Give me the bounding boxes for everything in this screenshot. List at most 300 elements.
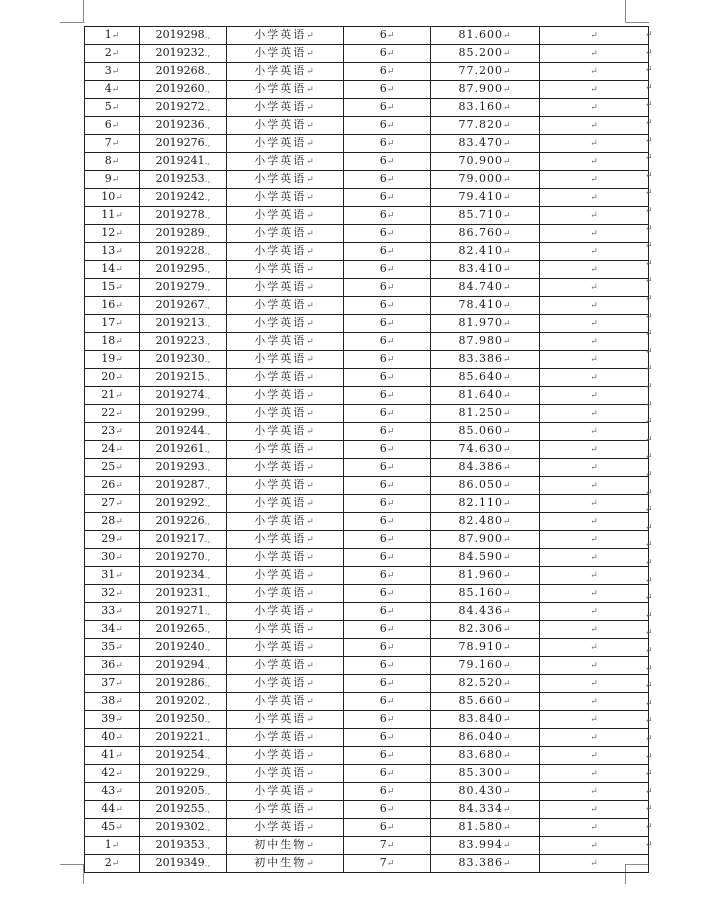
- score-cell: 83.160↵: [431, 99, 540, 117]
- score-cell: 83.994↵: [431, 837, 540, 855]
- table-row: [85, 45, 649, 63]
- code-cell: 6↵: [344, 819, 431, 837]
- code-cell: 6↵: [344, 351, 431, 369]
- seq-cell: 3↵: [85, 63, 140, 81]
- table-row: [85, 279, 649, 297]
- crop-mark-bottom-left-h: [60, 864, 84, 865]
- score-cell: 85.710↵: [431, 207, 540, 225]
- subject-cell: 小学英语↵: [227, 531, 344, 549]
- score-cell: 81.600↵: [431, 27, 540, 45]
- subject-cell: 小学英语↵: [227, 783, 344, 801]
- candidate-id-cell: 2019276.,: [140, 135, 227, 153]
- candidate-id-cell: 2019232.,: [140, 45, 227, 63]
- remark-cell: ↵: [540, 693, 649, 711]
- code-cell: 6↵: [344, 261, 431, 279]
- subject-cell: 小学英语↵: [227, 99, 344, 117]
- code-cell: 6↵: [344, 225, 431, 243]
- remark-cell: ↵: [540, 495, 649, 513]
- seq-cell: 39↵: [85, 711, 140, 729]
- table-row: [85, 153, 649, 171]
- subject-cell: 小学英语↵: [227, 81, 344, 99]
- score-cell: 84.740↵: [431, 279, 540, 297]
- score-cell: 70.900↵: [431, 153, 540, 171]
- subject-cell: 小学英语↵: [227, 585, 344, 603]
- table-row: [85, 189, 649, 207]
- score-cell: 81.970↵: [431, 315, 540, 333]
- table-row: [85, 459, 649, 477]
- seq-cell: 8↵: [85, 153, 140, 171]
- candidate-id-cell: 2019289.,: [140, 225, 227, 243]
- table-row: [85, 387, 649, 405]
- subject-cell: 小学英语↵: [227, 351, 344, 369]
- row-end-mark: ↵: [645, 769, 653, 780]
- remark-cell: ↵: [540, 279, 649, 297]
- subject-cell: 小学英语↵: [227, 495, 344, 513]
- row-end-mark: ↵: [645, 505, 653, 516]
- row-end-mark: ↵: [645, 364, 653, 375]
- table-row: [85, 801, 649, 819]
- remark-cell: ↵: [540, 81, 649, 99]
- table-row: [85, 675, 649, 693]
- seq-cell: 38↵: [85, 693, 140, 711]
- candidate-id-cell: 2019299.,: [140, 405, 227, 423]
- seq-cell: 6↵: [85, 117, 140, 135]
- subject-cell: 小学英语↵: [227, 63, 344, 81]
- table-row: [85, 297, 649, 315]
- subject-cell: 小学英语↵: [227, 27, 344, 45]
- table-row: [85, 567, 649, 585]
- code-cell: 6↵: [344, 405, 431, 423]
- remark-cell: ↵: [540, 297, 649, 315]
- subject-cell: 小学英语↵: [227, 171, 344, 189]
- row-end-mark: ↵: [645, 258, 653, 269]
- subject-cell: 小学英语↵: [227, 207, 344, 225]
- subject-cell: 小学英语↵: [227, 315, 344, 333]
- row-end-mark: ↵: [645, 593, 653, 604]
- subject-cell: 小学英语↵: [227, 801, 344, 819]
- subject-cell: 小学英语↵: [227, 819, 344, 837]
- candidate-id-cell: 2019265.,: [140, 621, 227, 639]
- remark-cell: ↵: [540, 387, 649, 405]
- subject-cell: 小学英语↵: [227, 135, 344, 153]
- seq-cell: 25↵: [85, 459, 140, 477]
- score-cell: 87.900↵: [431, 531, 540, 549]
- score-cell: 83.470↵: [431, 135, 540, 153]
- row-end-mark: ↵: [645, 628, 653, 639]
- code-cell: 6↵: [344, 387, 431, 405]
- candidate-id-cell: 2019228.,: [140, 243, 227, 261]
- subject-cell: 小学英语↵: [227, 297, 344, 315]
- remark-cell: ↵: [540, 423, 649, 441]
- crop-mark-top-left-v: [83, 0, 84, 22]
- seq-cell: 42↵: [85, 765, 140, 783]
- candidate-id-cell: 2019278.,: [140, 207, 227, 225]
- row-end-mark: ↵: [645, 698, 653, 709]
- table-row: [85, 369, 649, 387]
- table-row: [85, 747, 649, 765]
- subject-cell: 小学英语↵: [227, 405, 344, 423]
- score-cell: 83.386↵: [431, 855, 540, 873]
- remark-cell: ↵: [540, 585, 649, 603]
- candidate-id-cell: 2019229.,: [140, 765, 227, 783]
- score-cell: 84.436↵: [431, 603, 540, 621]
- remark-cell: ↵: [540, 765, 649, 783]
- subject-cell: 小学英语↵: [227, 45, 344, 63]
- row-end-mark: ↵: [645, 751, 653, 762]
- row-end-mark: ↵: [645, 716, 653, 727]
- seq-cell: 18↵: [85, 333, 140, 351]
- row-end-mark: ↵: [645, 558, 653, 568]
- row-end-mark: ↵: [645, 223, 653, 234]
- remark-cell: ↵: [540, 729, 649, 747]
- candidate-id-cell: 2019205.,: [140, 783, 227, 801]
- table-row: [85, 333, 649, 351]
- code-cell: 6↵: [344, 279, 431, 297]
- code-cell: 6↵: [344, 531, 431, 549]
- subject-cell: 小学英语↵: [227, 441, 344, 459]
- score-cell: 83.410↵: [431, 261, 540, 279]
- seq-cell: 30↵: [85, 549, 140, 567]
- code-cell: 6↵: [344, 333, 431, 351]
- table-row: [85, 819, 649, 837]
- row-end-mark: ↵: [645, 470, 653, 480]
- row-end-mark: ↵: [645, 241, 653, 252]
- score-cell: 82.110↵: [431, 495, 540, 513]
- subject-cell: 小学英语↵: [227, 369, 344, 387]
- row-end-mark: ↵: [645, 65, 653, 76]
- row-end-mark: ↵: [645, 30, 653, 40]
- score-cell: 78.410↵: [431, 297, 540, 315]
- code-cell: 6↵: [344, 207, 431, 225]
- score-cell: 86.050↵: [431, 477, 540, 495]
- candidate-id-cell: 2019292.,: [140, 495, 227, 513]
- table-row: [85, 603, 649, 621]
- row-end-mark: ↵: [645, 417, 653, 428]
- subject-cell: 小学英语↵: [227, 279, 344, 297]
- seq-cell: 17↵: [85, 315, 140, 333]
- subject-cell: 小学英语↵: [227, 693, 344, 711]
- table-row: [85, 729, 649, 747]
- candidate-id-cell: 2019274.,: [140, 387, 227, 405]
- seq-cell: 34↵: [85, 621, 140, 639]
- table-row: [85, 225, 649, 243]
- score-cell: 85.060↵: [431, 423, 540, 441]
- code-cell: 6↵: [344, 171, 431, 189]
- candidate-id-cell: 2019349.,: [140, 855, 227, 873]
- crop-mark-top-right-h: [625, 22, 649, 23]
- row-end-mark: ↵: [645, 663, 653, 674]
- score-cell: 85.660↵: [431, 693, 540, 711]
- seq-cell: 7↵: [85, 135, 140, 153]
- seq-cell: 31↵: [85, 567, 140, 585]
- subject-cell: 小学英语↵: [227, 513, 344, 531]
- code-cell: 6↵: [344, 243, 431, 261]
- row-end-mark: ↵: [645, 276, 653, 287]
- candidate-id-cell: 2019270.,: [140, 549, 227, 567]
- remark-cell: ↵: [540, 315, 649, 333]
- subject-cell: 小学英语↵: [227, 711, 344, 729]
- code-cell: 6↵: [344, 657, 431, 675]
- candidate-id-cell: 2019241.,: [140, 153, 227, 171]
- seq-cell: 11↵: [85, 207, 140, 225]
- table-row: [85, 495, 649, 513]
- score-cell: 77.200↵: [431, 63, 540, 81]
- table-row: [85, 837, 649, 855]
- row-end-mark: ↵: [645, 294, 653, 304]
- candidate-id-cell: 2019217.,: [140, 531, 227, 549]
- subject-cell: 小学英语↵: [227, 639, 344, 657]
- score-cell: 84.334↵: [431, 801, 540, 819]
- table-row: [85, 513, 649, 531]
- candidate-id-cell: 2019261.,: [140, 441, 227, 459]
- score-cell: 79.000↵: [431, 171, 540, 189]
- seq-cell: 23↵: [85, 423, 140, 441]
- remark-cell: ↵: [540, 459, 649, 477]
- row-end-mark: ↵: [645, 118, 653, 128]
- table-row: [85, 405, 649, 423]
- code-cell: 6↵: [344, 81, 431, 99]
- row-end-mark: ↵: [645, 434, 653, 445]
- table-row: [85, 351, 649, 369]
- code-cell: 7↵: [344, 837, 431, 855]
- table-row: [85, 99, 649, 117]
- candidate-id-cell: 2019294.,: [140, 657, 227, 675]
- table-row: [85, 531, 649, 549]
- subject-cell: 小学英语↵: [227, 117, 344, 135]
- score-cell: 83.680↵: [431, 747, 540, 765]
- score-cell: 82.480↵: [431, 513, 540, 531]
- table-row: [85, 657, 649, 675]
- seq-cell: 14↵: [85, 261, 140, 279]
- subject-cell: 小学英语↵: [227, 459, 344, 477]
- table-row: [85, 693, 649, 711]
- remark-cell: ↵: [540, 513, 649, 531]
- candidate-id-cell: 2019250.,: [140, 711, 227, 729]
- score-cell: 84.386↵: [431, 459, 540, 477]
- candidate-id-cell: 2019223.,: [140, 333, 227, 351]
- table-row: [85, 81, 649, 99]
- row-end-mark: ↵: [645, 47, 653, 58]
- remark-cell: ↵: [540, 171, 649, 189]
- score-cell: 86.040↵: [431, 729, 540, 747]
- code-cell: 6↵: [344, 63, 431, 81]
- code-cell: 6↵: [344, 189, 431, 207]
- candidate-id-cell: 2019231.,: [140, 585, 227, 603]
- candidate-id-cell: 2019242.,: [140, 189, 227, 207]
- subject-cell: 小学英语↵: [227, 333, 344, 351]
- code-cell: 6↵: [344, 513, 431, 531]
- subject-cell: 小学英语↵: [227, 153, 344, 171]
- score-cell: 84.590↵: [431, 549, 540, 567]
- candidate-id-cell: 2019226.,: [140, 513, 227, 531]
- candidate-id-cell: 2019234.,: [140, 567, 227, 585]
- table-row: [85, 117, 649, 135]
- score-cell: 81.250↵: [431, 405, 540, 423]
- score-cell: 85.640↵: [431, 369, 540, 387]
- score-cell: 81.640↵: [431, 387, 540, 405]
- seq-cell: 45↵: [85, 819, 140, 837]
- seq-cell: 2↵: [85, 45, 140, 63]
- score-cell: 79.160↵: [431, 657, 540, 675]
- subject-cell: 小学英语↵: [227, 477, 344, 495]
- table-row: [85, 477, 649, 495]
- remark-cell: ↵: [540, 801, 649, 819]
- seq-cell: 41↵: [85, 747, 140, 765]
- seq-cell: 37↵: [85, 675, 140, 693]
- table-row: [85, 315, 649, 333]
- subject-cell: 小学英语↵: [227, 225, 344, 243]
- score-cell: 85.200↵: [431, 45, 540, 63]
- row-end-mark: ↵: [645, 822, 653, 832]
- row-end-mark: ↵: [645, 153, 653, 164]
- score-cell: 85.160↵: [431, 585, 540, 603]
- code-cell: 6↵: [344, 801, 431, 819]
- subject-cell: 小学英语↵: [227, 765, 344, 783]
- score-cell: 82.520↵: [431, 675, 540, 693]
- subject-cell: 小学英语↵: [227, 747, 344, 765]
- remark-cell: ↵: [540, 747, 649, 765]
- code-cell: 6↵: [344, 99, 431, 117]
- remark-cell: ↵: [540, 711, 649, 729]
- row-end-mark: ↵: [645, 346, 653, 357]
- code-cell: 6↵: [344, 639, 431, 657]
- subject-cell: 小学英语↵: [227, 423, 344, 441]
- table-row: [85, 855, 649, 873]
- remark-cell: ↵: [540, 351, 649, 369]
- candidate-id-cell: 2019271.,: [140, 603, 227, 621]
- row-end-mark: ↵: [645, 170, 653, 181]
- candidate-id-cell: 2019286.,: [140, 675, 227, 693]
- seq-cell: 2↵: [85, 855, 140, 873]
- table-row: [85, 423, 649, 441]
- table-row: [85, 441, 649, 459]
- row-end-mark: ↵: [645, 382, 653, 392]
- row-end-mark: ↵: [645, 188, 653, 199]
- score-cell: 81.580↵: [431, 819, 540, 837]
- code-cell: 6↵: [344, 27, 431, 45]
- row-end-mark: ↵: [645, 311, 653, 322]
- row-end-mark: ↵: [645, 681, 653, 692]
- candidate-id-cell: 2019244.,: [140, 423, 227, 441]
- seq-cell: 28↵: [85, 513, 140, 531]
- row-end-mark: ↵: [645, 329, 653, 340]
- remark-cell: ↵: [540, 855, 649, 873]
- code-cell: 6↵: [344, 783, 431, 801]
- seq-cell: 40↵: [85, 729, 140, 747]
- table-row: [85, 783, 649, 801]
- code-cell: 6↵: [344, 675, 431, 693]
- remark-cell: ↵: [540, 603, 649, 621]
- seq-cell: 12↵: [85, 225, 140, 243]
- remark-cell: ↵: [540, 243, 649, 261]
- seq-cell: 13↵: [85, 243, 140, 261]
- remark-cell: ↵: [540, 45, 649, 63]
- subject-cell: 小学英语↵: [227, 621, 344, 639]
- table-row: [85, 585, 649, 603]
- score-cell: 86.760↵: [431, 225, 540, 243]
- remark-cell: ↵: [540, 99, 649, 117]
- seq-cell: 24↵: [85, 441, 140, 459]
- row-end-mark: ↵: [645, 610, 653, 621]
- remark-cell: ↵: [540, 225, 649, 243]
- score-table: [84, 26, 649, 873]
- code-cell: 6↵: [344, 297, 431, 315]
- candidate-id-cell: 2019221.,: [140, 729, 227, 747]
- row-end-mark: ↵: [645, 734, 653, 744]
- seq-cell: 1↵: [85, 27, 140, 45]
- code-cell: 6↵: [344, 693, 431, 711]
- seq-cell: 20↵: [85, 369, 140, 387]
- score-cell: 83.386↵: [431, 351, 540, 369]
- seq-cell: 15↵: [85, 279, 140, 297]
- code-cell: 6↵: [344, 603, 431, 621]
- remark-cell: ↵: [540, 657, 649, 675]
- row-end-mark: ↵: [645, 135, 653, 146]
- seq-cell: 5↵: [85, 99, 140, 117]
- score-cell: 87.980↵: [431, 333, 540, 351]
- remark-cell: ↵: [540, 333, 649, 351]
- code-cell: 6↵: [344, 441, 431, 459]
- code-cell: 6↵: [344, 567, 431, 585]
- candidate-id-cell: 2019253.,: [140, 171, 227, 189]
- remark-cell: ↵: [540, 369, 649, 387]
- table-row: [85, 63, 649, 81]
- subject-cell: 小学英语↵: [227, 567, 344, 585]
- subject-cell: 小学英语↵: [227, 387, 344, 405]
- remark-cell: ↵: [540, 117, 649, 135]
- row-end-mark: ↵: [645, 399, 653, 410]
- seq-cell: 26↵: [85, 477, 140, 495]
- seq-cell: 1↵: [85, 837, 140, 855]
- row-end-mark: ↵: [645, 452, 653, 463]
- score-cell: 85.300↵: [431, 765, 540, 783]
- subject-cell: 初中生物↵: [227, 855, 344, 873]
- candidate-id-cell: 2019287.,: [140, 477, 227, 495]
- remark-cell: ↵: [540, 819, 649, 837]
- candidate-id-cell: 2019255.,: [140, 801, 227, 819]
- subject-cell: 小学英语↵: [227, 603, 344, 621]
- candidate-id-cell: 2019240.,: [140, 639, 227, 657]
- crop-mark-top-right-v: [625, 0, 626, 22]
- seq-cell: 22↵: [85, 405, 140, 423]
- table-row: [85, 243, 649, 261]
- candidate-id-cell: 2019279.,: [140, 279, 227, 297]
- row-end-mark: ↵: [645, 786, 653, 797]
- remark-cell: ↵: [540, 639, 649, 657]
- code-cell: 6↵: [344, 423, 431, 441]
- remark-cell: ↵: [540, 135, 649, 153]
- seq-cell: 4↵: [85, 81, 140, 99]
- candidate-id-cell: 2019295.,: [140, 261, 227, 279]
- candidate-id-cell: 2019215.,: [140, 369, 227, 387]
- candidate-id-cell: 2019302.,: [140, 819, 227, 837]
- seq-cell: 19↵: [85, 351, 140, 369]
- score-cell: 81.960↵: [431, 567, 540, 585]
- candidate-id-cell: 2019272.,: [140, 99, 227, 117]
- seq-cell: 29↵: [85, 531, 140, 549]
- table-row: [85, 711, 649, 729]
- code-cell: 6↵: [344, 585, 431, 603]
- code-cell: 6↵: [344, 621, 431, 639]
- seq-cell: 16↵: [85, 297, 140, 315]
- table-row: [85, 207, 649, 225]
- code-cell: 6↵: [344, 729, 431, 747]
- remark-cell: ↵: [540, 567, 649, 585]
- score-cell: 74.630↵: [431, 441, 540, 459]
- seq-cell: 32↵: [85, 585, 140, 603]
- candidate-id-cell: 2019213.,: [140, 315, 227, 333]
- crop-mark-top-left-h: [60, 22, 84, 23]
